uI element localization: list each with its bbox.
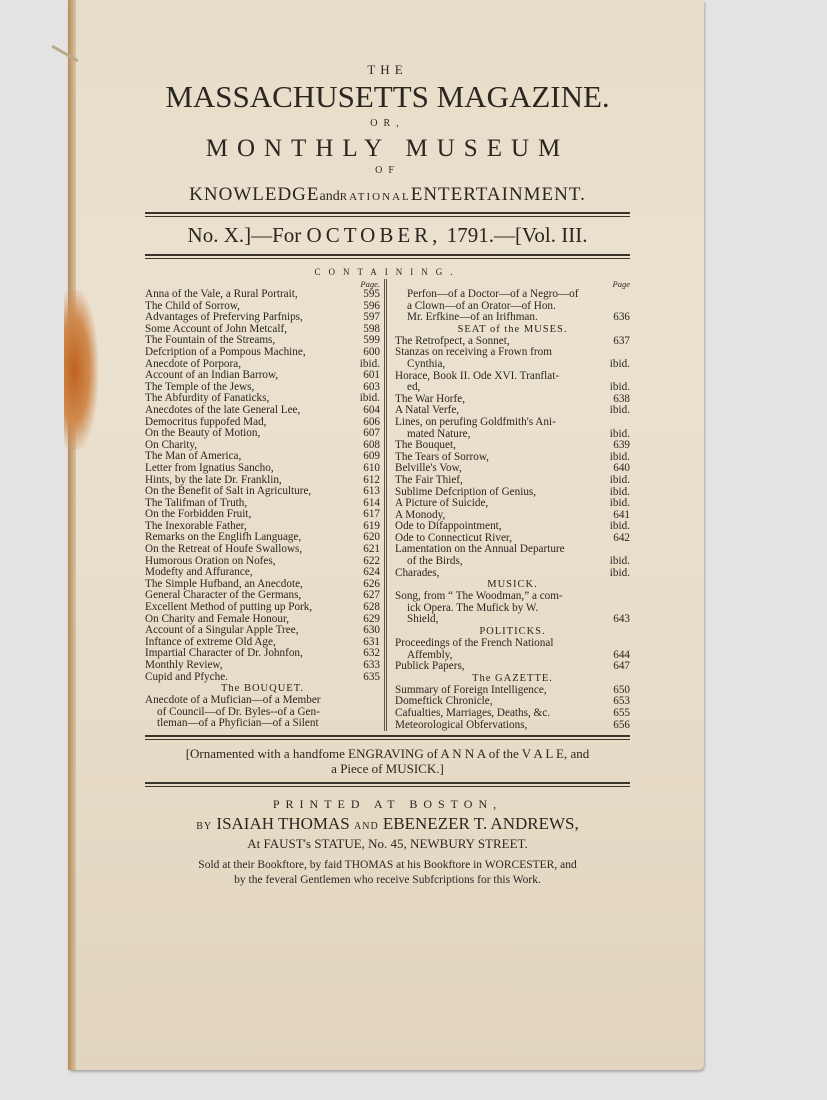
contents-entry [145,672,380,684]
entry-page: 650 [613,683,630,696]
sold-note [145,858,630,888]
double-rule [145,254,630,259]
subtitle-entertainment: ENTERTAINMENT. [410,184,586,205]
contents-entry [395,708,630,720]
magazine-subtitle-2 [145,184,630,206]
contents-entry [145,486,380,498]
entry-title: Sublime Defcription of Genius, [395,486,537,498]
entry-page: 617 [363,508,380,521]
entry-title: General Character of the Germans, [145,590,302,602]
contents-entry [395,696,630,708]
contents-entry [145,463,380,475]
contents-entry [395,568,630,580]
contents-line: tleman—of a Phyfician—of a Silent [157,717,319,730]
entry-title: On Charity and Female Honour, [145,613,290,625]
contents-entry [145,625,380,637]
contents-entry [145,556,380,568]
entry-title: Ode to Difappointment, [395,521,502,533]
entry-title: A Picture of Suicide, [395,498,489,510]
entry-page [626,638,630,650]
contents-entry [145,602,380,614]
entry-title: The Bouquet, [395,440,456,452]
entry-page: ibid. [609,427,630,440]
entry-title: The Temple of the Jews, [145,381,255,393]
entry-title: On the Benefit of Salt in Agriculture, [145,486,312,498]
entry-title: Advantages of Preferving Parfnips, [145,312,303,324]
entry-title: Publick Papers, [395,661,465,673]
entry-page: 653 [613,695,630,708]
page-column-label: Page. [360,279,380,289]
contents-line: Perfon—of a Doctor—of a Negro—of [407,288,579,300]
contents-entry [395,463,630,475]
contents-entry [145,382,380,394]
contents-entry [395,452,630,464]
entry-page: 635 [363,670,380,683]
contents-entry [145,544,380,556]
entry-title: Lamentation on the Annual Departure [395,544,565,556]
page-column-label-right: Page [612,279,630,289]
printer-andrews: EBENEZER T. ANDREWS, [382,814,579,834]
contents-entry [145,440,380,452]
entry-title: Some Account of John Metcalf, [145,323,287,335]
entry-title: Inftance of extreme Old Age, [145,636,276,648]
contents-entry [395,359,630,371]
entry-page: 655 [613,707,630,719]
entry-page: 633 [363,659,380,671]
double-rule [145,782,630,787]
entry-title: Shield, [407,614,439,626]
contents-entry [395,394,630,406]
entry-page: 613 [363,485,380,498]
contents-entry [395,336,630,348]
entry-page [626,417,630,429]
entry-title: On the Forbidden Fruit, [145,509,252,521]
entry-title: Song, from “ The Woodman,” a com- [395,591,563,603]
contents-entry [395,591,630,603]
entry-page: 608 [363,438,380,451]
header-of: OF [375,165,400,176]
contents-entry [145,509,380,521]
contents-entry [145,428,380,440]
entry-page: 620 [363,531,380,544]
entry-page: ibid. [609,520,630,533]
contents-entry [145,475,380,487]
table-of-contents [145,279,630,731]
entry-title: Letter from Ignatius Sancho, [145,462,274,474]
entry-page: 639 [613,439,630,452]
entry-page: 606 [363,415,380,428]
contents-entry [145,393,380,405]
entry-title: A Natal Verfe, [395,405,460,417]
contents-entry [395,371,630,383]
section-bouquet: The BOUQUET. [221,683,304,695]
contents-entry [145,451,380,463]
entry-page: 626 [363,577,380,590]
entry-page: 627 [363,589,380,602]
header-or: OR, [370,118,405,129]
entry-page: 638 [613,392,630,405]
rule [145,735,630,740]
entry-title: The Inexorable Father, [145,520,247,532]
entry-title: The Fair Thief, [395,474,463,486]
entry-title: The Child of Sorrow, [145,300,240,312]
entry-title: The Fountain of the Streams, [145,335,276,347]
entry-page: ibid. [609,357,630,370]
entry-title: Anecdotes of the late General Lee, [145,404,301,416]
entry-page: 600 [363,345,380,358]
contents-entry [395,650,630,662]
entry-title: of the Birds, [407,556,463,568]
contents-entry [395,533,630,545]
entry-page: 601 [363,369,380,382]
issue-number: No. X.]—For [187,223,302,247]
by-prefix: BY [196,821,213,833]
contents-entry [395,544,630,556]
ornament-note [145,746,630,776]
entry-page: 614 [363,496,380,509]
contents-right-column [387,279,630,731]
entry-title: Lines, on perufing Goldfmith's Ani- [395,416,556,428]
entry-title: The Talifman of Truth, [145,497,248,509]
entry-page: 596 [363,299,380,312]
entry-title: A Monody, [395,509,446,521]
ornament-line-2: a Piece of MUSICK.] [331,761,444,777]
entry-title: Monthly Review, [145,660,223,671]
entry-page: 603 [363,380,380,393]
entry-page: 595 [363,288,380,300]
entry-page [626,591,630,603]
entry-page: 642 [613,531,630,544]
entry-title: Cafualties, Marriages, Deaths, &c. [395,708,551,719]
entry-title: Stanzas on receiving a Frown from [395,347,552,359]
contents-left-column [145,279,387,731]
entry-title: Excellent Method of putting up Pork, [145,602,313,614]
entry-page: ibid. [609,404,630,417]
contents-entry [145,417,380,429]
entry-title: Democritus fuppofed Mad, [145,416,267,428]
contents-entry [395,720,630,732]
contents-entry [145,335,380,347]
entry-title: Charades, [395,567,440,579]
entry-page: 641 [613,508,630,521]
issue-line [145,223,630,248]
issue-year-volume: 1791.—[Vol. III. [446,223,588,247]
entry-title: Anna of the Vale, a Rural Portrait, [145,289,298,300]
section-gazette: The GAZETTE. [472,672,553,684]
section-musick: MUSICK. [487,579,538,591]
sold-line-2: by the feveral Gentlemen who receive Subfcriptions for this Work. [234,874,541,887]
contents-entry [395,440,630,452]
contents-entry [145,405,380,417]
ornament-line-1: [Ornamented with a handfome ENGRAVING of A N N A of the V A L E, and [185,746,590,762]
contents-line: a Clown—of an Orator—of Hon. [407,299,556,312]
entry-title: Domeftick Chronicle, [395,696,493,708]
entry-page: 644 [613,648,630,661]
entry-title: ick Opera. The Mufick by W. [407,602,539,614]
entry-page: ibid. [359,357,380,370]
magazine-title: MASSACHUSETTS MAGAZINE. [165,79,610,114]
contents-entry [395,661,630,673]
contents-entry [145,579,380,591]
entry-title: ed, [407,382,421,394]
entry-title: The Tears of Sorrow, [395,451,489,463]
entry-title: Modefty and Affurance, [145,567,253,579]
contents-line: of Council—of Dr. Byles--of a Gen- [157,705,320,718]
entry-page: 629 [363,612,380,625]
issue-month: OCTOBER, [306,223,442,247]
entry-title: Affembly, [407,649,453,661]
entry-title: The War Horfe, [395,393,466,405]
entry-page: 656 [613,718,630,731]
entry-page: ibid. [609,497,630,510]
title-page-content [145,60,630,888]
entry-page: ibid. [359,392,380,405]
contents-entry [145,498,380,510]
sold-line-1: Sold at their Bookftore, by faid THOMAS at his Bookftore in WORCESTER, and [198,859,577,872]
contents-entry [395,382,630,394]
contents-entry [145,324,380,336]
entry-page: 630 [363,624,380,637]
entry-title: The Man of America, [145,451,242,463]
contents-entry [145,567,380,579]
printers [145,814,630,834]
contents-entry [145,301,380,313]
entry-title: The Abfurdity of Fanaticks, [145,393,270,405]
entry-title: Summary of Foreign Intelligence, [395,684,547,696]
edge-stain [64,290,98,450]
entry-page: 609 [363,450,380,463]
contents-entry [395,312,630,324]
entry-page: ibid. [609,450,630,463]
contents-entry [395,417,630,429]
entry-page: ibid. [609,566,630,579]
printer-thomas: ISAIAH THOMAS [216,814,350,834]
contents-entry [145,521,380,533]
entry-title: Cynthia, [407,358,446,370]
entry-page: ibid. [609,473,630,486]
entry-title: Impartial Character of Dr. Johnfon, [145,648,303,660]
entry-page: 598 [363,322,380,335]
contents-entry [395,429,630,441]
entry-title: Account of a Singular Apple Tree, [145,625,299,637]
contents-entry [395,603,630,615]
entry-title: On Charity, [145,439,198,451]
entry-page: ibid. [609,555,630,568]
contents-entry [145,590,380,602]
entry-page: 632 [363,647,380,660]
contents-line: Anecdote of a Mufician—of a Member [145,694,321,707]
printer-address: At FAUST's STATUE, No. 45, NEWBURY STREET. [247,836,528,852]
entry-title: Horace, Book II. Ode XVI. Tranflat- [395,370,560,382]
contents-entry [145,637,380,649]
contents-entry [145,359,380,371]
contents-entry [395,347,630,359]
entry-title: Anecdote of Porpora, [145,358,241,370]
entry-page: 599 [363,334,380,347]
entry-page: 624 [363,566,380,579]
contents-entry [395,638,630,650]
entry-page: 612 [363,473,380,486]
entry-page: 621 [363,543,380,556]
contents-entry [145,312,380,324]
entry-title: The Retrofpect, a Sonnet, [395,335,510,347]
entry-page: ibid. [609,381,630,394]
contents-entry [145,347,380,359]
entry-title: Cupid and Pfyche. [145,671,228,683]
section-seat-of-muses: SEAT of the MUSES. [457,323,568,335]
entry-title: mated Nature, [407,428,471,440]
entry-title: Defcription of a Pompous Machine, [145,346,306,358]
contents-entry [395,498,630,510]
contents-heading: CONTAINING. [314,267,461,277]
entry-page: 619 [363,519,380,532]
section-politicks: POLITICKS. [479,626,546,638]
entry-page: ibid. [609,485,630,498]
header-the: THE [367,62,408,77]
entry-title: Proceedings of the French National [395,638,554,650]
entry-title: Humorous Oration on Nofes, [145,555,276,567]
entry-title: Ode to Connecticut River, [395,532,512,544]
entry-page: 631 [363,635,380,648]
entry-title: On the Retreat of Houfe Swallows, [145,544,303,556]
magazine-subtitle: MONTHLY MUSEUM [205,135,570,162]
entry-title: Belville's Vow, [395,463,462,475]
subtitle-knowledge: KNOWLEDGE [189,184,320,205]
contents-entry [145,660,380,672]
contents-entry [395,614,630,626]
contents-entry [395,475,630,487]
contents-entry [395,487,630,499]
subtitle-rational: RATIONAL [339,191,411,203]
entry-page: 607 [363,427,380,440]
contents-entry [395,521,630,533]
entry-title: Hints, by the late Dr. Franklin, [145,474,282,486]
contents-entry [145,532,380,544]
entry-title: Remarks on the Englifh Language, [145,532,302,544]
entry-page: 604 [363,403,380,416]
entry-page: 610 [363,461,380,474]
entry-page: 647 [613,660,630,673]
contents-entry [145,648,380,660]
contents-entry [145,370,380,382]
contents-entry [395,556,630,568]
entry-title: On the Beauty of Motion, [145,428,261,440]
entry-page: 597 [363,311,380,324]
entry-title: Account of an Indian Barrow, [145,370,279,382]
contents-entry [395,685,630,697]
and-word: AND [354,821,379,833]
contents-entry [145,614,380,626]
entry-page: 622 [363,554,380,567]
printed-at: PRINTED AT BOSTON, [272,797,503,812]
contents-entry [395,405,630,417]
entry-title: Mr. Erfkine—of an Irifhman. [407,312,538,324]
entry-page: 636 [613,311,630,324]
contents-entry [395,510,630,522]
entry-page: 628 [363,601,380,614]
entry-title: Meteorological Obfervations, [395,719,528,731]
entry-page: 643 [613,613,630,626]
entry-page: 640 [613,462,630,475]
double-rule [145,212,630,217]
subtitle-and: and [319,189,340,204]
contents-entry [145,289,380,301]
entry-page: 637 [613,334,630,347]
entry-title: The Simple Hufband, an Anecdote, [145,578,303,590]
